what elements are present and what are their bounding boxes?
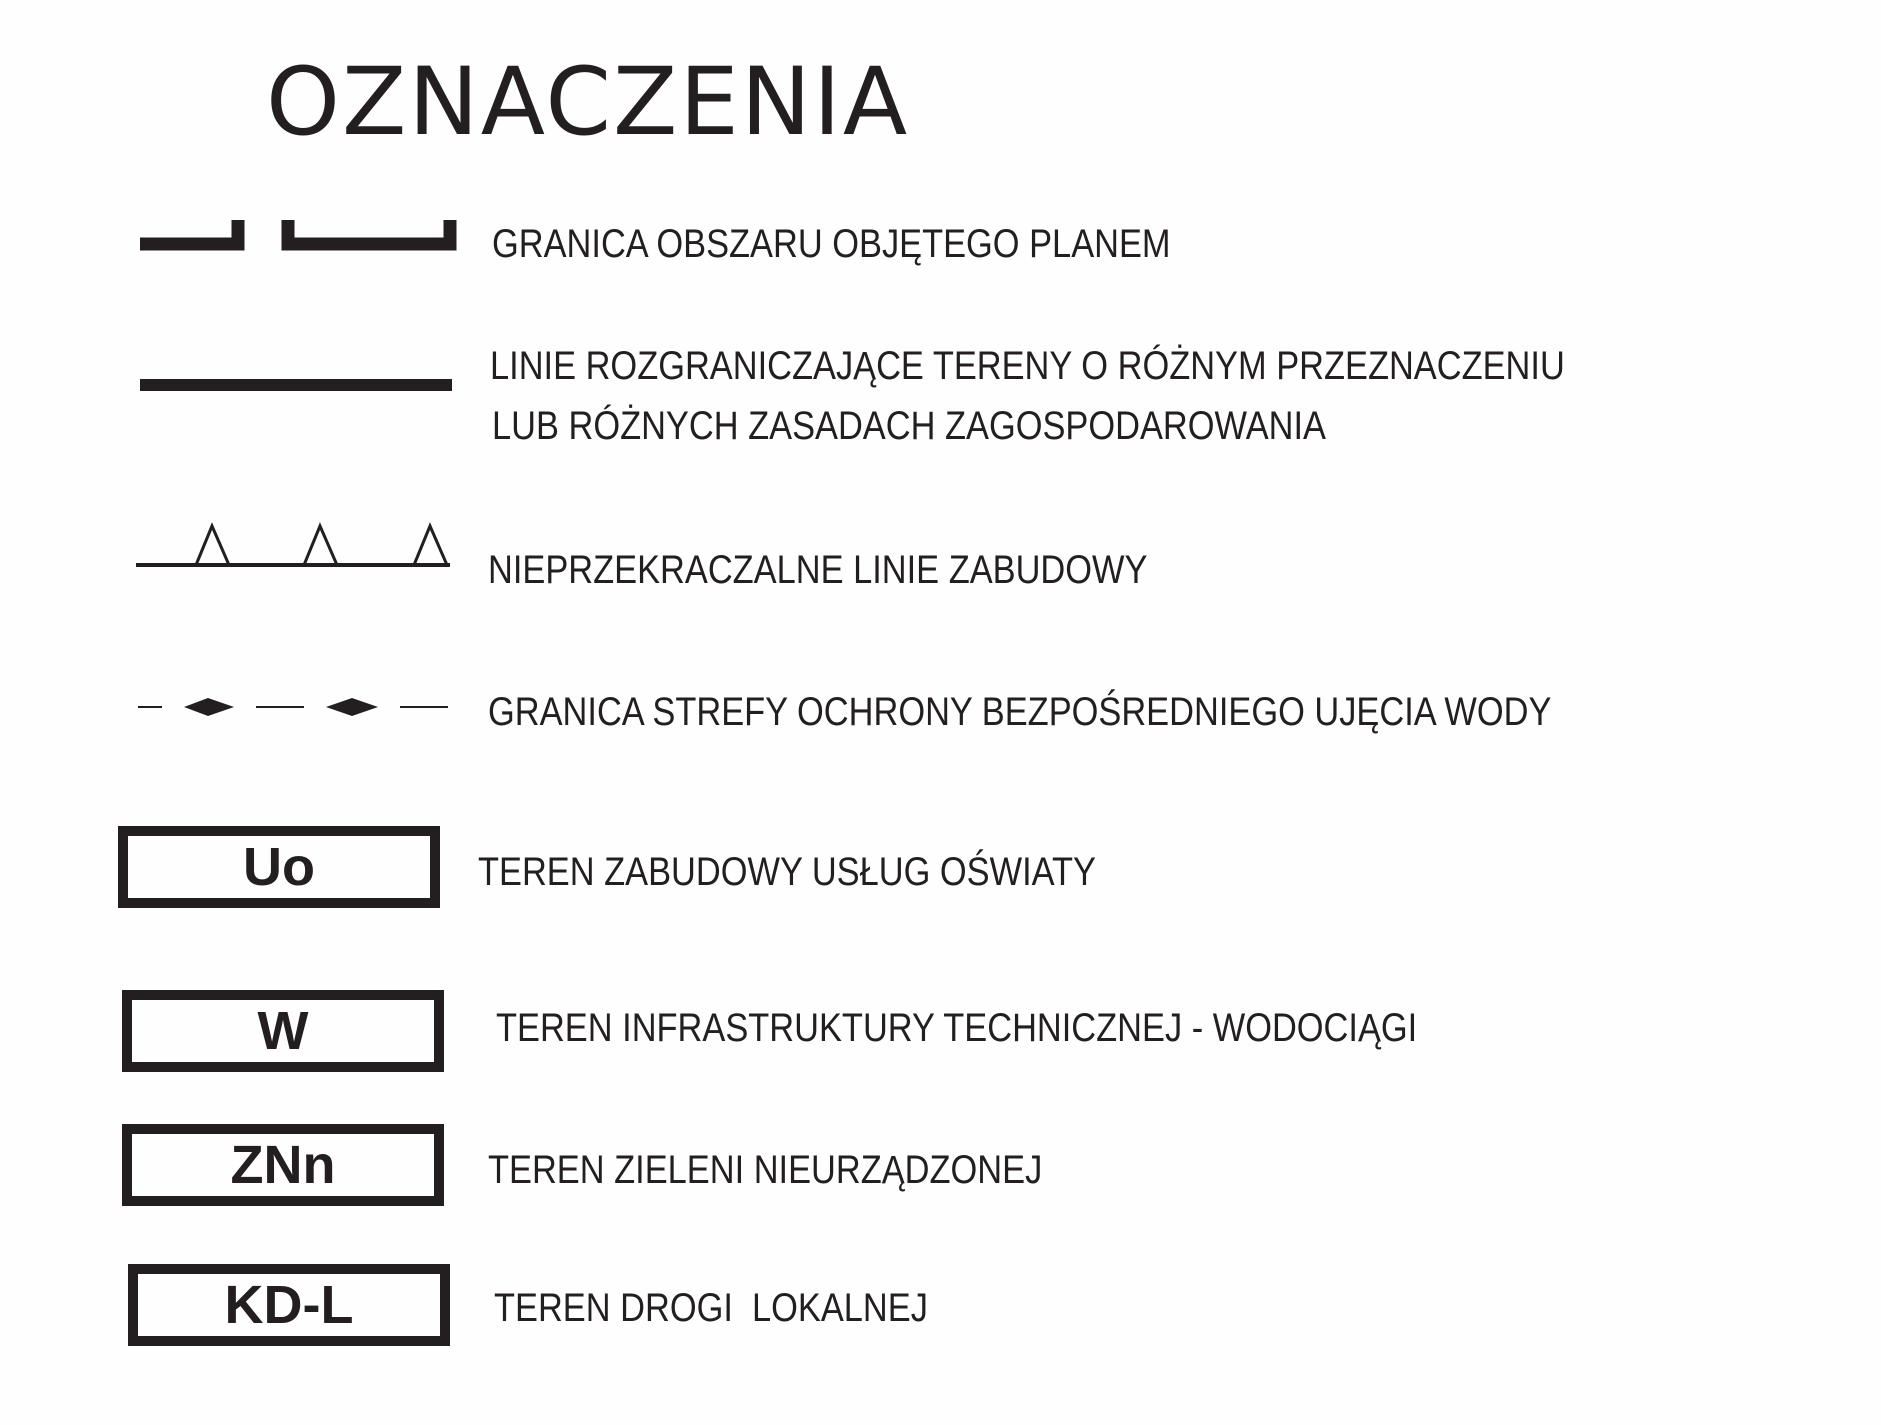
water-protection-zone-label: GRANICA STREFY OCHRONY BEZPOŚREDNIEGO UJĘCIA WODY — [488, 690, 1552, 734]
unmanaged-greenery-label: TEREN ZIELENI NIEURZĄDZONEJ — [488, 1148, 1043, 1192]
demarcation-line-symbol — [140, 378, 452, 392]
building-line-label: NIEPRZEKRACZALNE LINIE ZABUDOWY — [488, 548, 1148, 592]
zone-code-kd-l: KD-L — [224, 1275, 354, 1335]
zone-box-uo — [118, 826, 440, 908]
legend-title: OZNACZENIA — [266, 48, 910, 157]
education-services-label: TEREN ZABUDOWY USŁUG OŚWIATY — [478, 850, 1096, 894]
zone-code-w: W — [257, 1001, 309, 1061]
plan-boundary-symbol — [138, 218, 452, 268]
zone-box-kd-l — [128, 1264, 450, 1346]
building-line-symbol — [136, 522, 452, 568]
water-protection-zone-symbol — [136, 694, 452, 720]
water-supply-label: TEREN INFRASTRUKTURY TECHNICZNEJ - WODOCIĄGI — [496, 1006, 1418, 1050]
demarcation-line-label-line-1: LINIE ROZGRANICZAJĄCE TERENY O RÓŻNYM PRZEZNACZENIU — [490, 344, 1565, 388]
demarcation-line-label-line-2: LUB RÓŻNYCH ZASADACH ZAGOSPODAROWANIA — [492, 404, 1326, 448]
plan-boundary-label: GRANICA OBSZARU OBJĘTEGO PLANEM — [492, 222, 1171, 266]
zone-box-w — [122, 990, 444, 1072]
zone-box-znn — [122, 1124, 444, 1206]
zone-code-uo: Uo — [243, 837, 315, 897]
zone-code-znn: ZNn — [230, 1135, 336, 1195]
local-road-label: TEREN DROGI LOKALNEJ — [494, 1286, 928, 1330]
